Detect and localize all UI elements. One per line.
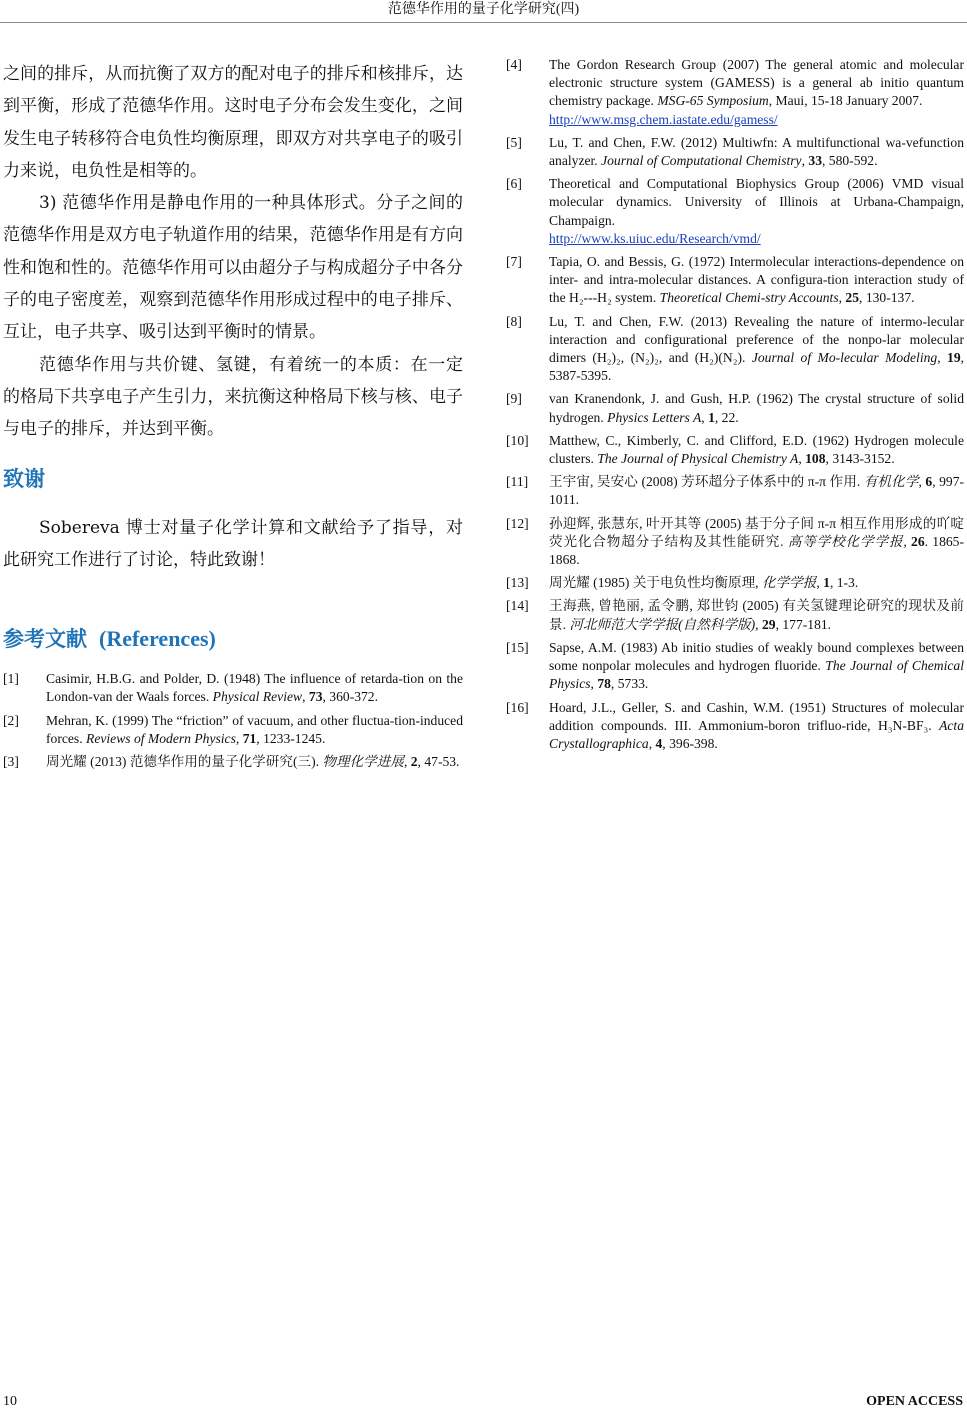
reference-segment: ,	[755, 616, 762, 632]
reference-segment: , 130-137.	[859, 290, 915, 306]
reference-item	[506, 432, 964, 468]
volume: 6	[925, 474, 933, 490]
volume: 19	[947, 350, 961, 366]
reference-segment: ,	[590, 676, 598, 692]
reference-segment: Theoretical and Computational Biophysics Group (2006) VMD visual molecular dynamics. University of Illinois at Urbana-Champaign, Champaign.	[549, 176, 964, 228]
paragraph: 3) 范德华作用是静电作用的一种具体形式。分子之间的范德华作用是双方电子轨道作用的结果，范德华作用是有方向性和饱和性的。范德华作用可以由超分子与构成超分子中各分子的电子密度差，观察到范德华作用形成过程中的电子排斥、互让，电子共享、吸引达到平衡时的情景。	[3, 193, 463, 343]
reference-segment: ,	[838, 290, 846, 306]
journal-name: MSG-65 Symposium	[657, 93, 769, 109]
reference-segment: , 580-592.	[821, 153, 878, 169]
reference-text	[549, 597, 964, 633]
reference-item	[506, 597, 964, 633]
references-heading-zh: 参考文献	[3, 627, 87, 652]
journal-name: The Journal of Chemical Physics	[549, 658, 965, 692]
reference-text	[46, 712, 463, 748]
reference-item	[506, 56, 964, 129]
reference-segment: 王宇宙, 吴安心 (2008) 芳环超分子体系中的 π-π 作用.	[549, 474, 864, 490]
reference-segment: , 47-53.	[417, 753, 460, 769]
reference-text	[549, 473, 964, 509]
reference-item	[3, 753, 463, 771]
reference-number: [10]	[506, 432, 529, 448]
reference-segment: , 5733.	[610, 676, 649, 692]
left-column	[3, 58, 463, 776]
volume: 1	[823, 575, 830, 591]
reference-text	[549, 390, 964, 426]
journal-name: Journal of Computational Chemistry	[601, 153, 802, 169]
reference-number: [14]	[506, 598, 529, 614]
reference-item	[506, 639, 964, 694]
reference-link[interactable]: http://www.ks.uiuc.edu/Research/vmd/	[549, 230, 761, 246]
reference-list-right	[506, 56, 964, 753]
reference-segment: van Kranendonk, J. and Gush, H.P. (1962) The crystal structure of solid hydrogen.	[549, 391, 964, 425]
journal-name: Physics Letters A	[607, 409, 702, 425]
reference-number: [7]	[506, 254, 522, 270]
reference-text	[549, 175, 964, 248]
reference-number: [11]	[506, 474, 529, 490]
reference-segment: ,	[403, 753, 411, 769]
reference-segment: ,	[816, 575, 824, 591]
reference-segment: Tapia, O. and Bessis, G. (1972) Intermolecular interactions-dependence on inter- and intra-molecular distances. A configura-tion interaction study of the H₂---H₂ system.	[549, 254, 964, 306]
reference-item	[3, 712, 463, 748]
reference-segment: Lu, T. and Chen, F.W. (2013) Revealing the nature of intermo-lecular interaction and configurational preference of the nonpo-lar molecular dimers (H₂)₂, (N₂)₂, and (H₂)(N₂).	[549, 313, 964, 366]
reference-segment: ,	[937, 350, 948, 366]
reference-number: [9]	[506, 391, 522, 407]
reference-segment: Hoard, J.L., Geller, S. and Cashin, W.M. (1951) Structures of molecular addition compounds. III. Ammonium-boron trifluo-ride, H₃N-BF₃.	[549, 699, 964, 733]
reference-item	[506, 313, 964, 386]
reference-number: [5]	[506, 134, 522, 150]
volume: 26	[911, 533, 925, 549]
reference-segment: ,	[903, 533, 912, 549]
reference-segment: , 3143-3152.	[825, 451, 895, 467]
reference-segment: . 1865-1868.	[549, 533, 965, 568]
reference-text	[549, 699, 964, 754]
reference-segment: ,	[701, 409, 709, 425]
reference-segment: Matthew, C., Kimberly, C. and Clifford, E.D. (1962) Hydrogen molecule clusters.	[549, 432, 964, 467]
journal-name: The Journal of Physical Chemistry A	[597, 451, 799, 467]
open-access-label: OPEN ACCESS	[866, 1394, 963, 1409]
journal-name: Acta Crystallographica	[549, 717, 964, 751]
volume: 78	[597, 676, 611, 692]
volume: 108	[805, 451, 826, 467]
reference-number: [3]	[3, 753, 19, 769]
reference-item	[3, 670, 463, 706]
reference-number: [1]	[3, 671, 19, 687]
reference-number: [12]	[506, 515, 529, 531]
journal-name: 化学学报	[761, 575, 817, 591]
volume: 73	[308, 689, 323, 705]
reference-text	[46, 753, 463, 771]
reference-text	[549, 56, 964, 129]
reference-segment: Casimir, H.B.G. and Polder, D. (1948) The influence of retarda-tion on the London-van der Waals forces.	[46, 671, 463, 705]
reference-segment: , 1233-1245.	[256, 730, 326, 746]
reference-number: [6]	[506, 176, 522, 192]
reference-number: [8]	[506, 313, 522, 329]
right-column	[506, 56, 964, 758]
journal-name: 物理化学进展	[322, 753, 404, 769]
reference-text	[549, 639, 964, 694]
reference-text	[549, 515, 964, 570]
volume: 71	[242, 730, 257, 746]
reference-segment: ,	[918, 474, 926, 490]
header-rule	[0, 22, 967, 23]
ack-heading	[3, 464, 463, 494]
reference-text	[549, 574, 964, 592]
reference-segment: ,	[302, 689, 309, 705]
paragraph: 范德华作用与共价键、氢键，有着统一的本质：在一定的格局下共享电子产生引力，来抗衡这种格局下核与核、电子与电子的排斥，并达到平衡。	[3, 354, 463, 440]
reference-segment: ,	[798, 451, 806, 467]
references-heading	[3, 624, 463, 654]
reference-segment: 周光耀 (1985) 关于电负性均衡原理,	[549, 575, 762, 591]
reference-segment: ,	[648, 735, 656, 751]
reference-segment: , 22.	[714, 409, 739, 425]
reference-number: [2]	[3, 712, 19, 728]
reference-number: [4]	[506, 57, 522, 72]
volume: 25	[845, 290, 860, 306]
reference-segment: 王海燕, 曾艳丽, 孟令鹏, 郑世钧 (2005) 有关氢键理论研究的现状及前景.	[549, 598, 964, 632]
ack-heading-text: 致谢	[3, 466, 45, 491]
reference-number: [13]	[506, 575, 529, 591]
reference-segment: Mehran, K. (1999) The “friction” of vacuum, and other fluctua-tion-induced forces.	[46, 712, 463, 746]
journal-name: 高等学校化学学报	[787, 533, 904, 549]
reference-number: [16]	[506, 699, 529, 715]
reference-list-left	[3, 670, 463, 771]
volume: 33	[808, 153, 822, 169]
reference-link[interactable]: http://www.msg.chem.iastate.edu/gamess/	[549, 111, 778, 127]
reference-segment: , 997-1011.	[549, 474, 965, 508]
reference-segment: ,	[801, 153, 809, 169]
reference-segment: , 360-372.	[322, 689, 379, 705]
paragraph: 之间的排斥，从而抗衡了双方的配对电子的排斥和核排斥，达到平衡，形成了范德华作用。这时电子分布会发生变化，之间发生电子转移符合电负性均衡原理，即双方对共享电子的吸引力来说，电负性是相等的。	[3, 64, 463, 181]
reference-segment: 周光耀 (2013) 范德华作用的量子化学研究(三).	[46, 753, 323, 769]
reference-item	[506, 574, 964, 592]
volume: 4	[655, 735, 663, 751]
body-text	[3, 58, 463, 446]
reference-segment: 孙迎辉, 张慧东, 叶开其等 (2005) 基于分子间 π-π 相互作用形成的吖啶荧光化合物超分子结构及其性能研究.	[549, 515, 964, 549]
reference-item	[506, 253, 964, 308]
journal-name: 有机化学	[863, 474, 919, 490]
reference-item	[506, 473, 964, 509]
reference-text	[46, 670, 463, 706]
ack-text: Sobereva 博士对量子化学计算和文献给予了指导，对此研究工作进行了讨论，特此致谢！	[3, 517, 463, 570]
reference-item	[506, 390, 964, 426]
journal-name: Theoretical Chemi-stry Accounts	[659, 290, 839, 306]
reference-text	[549, 134, 964, 170]
reference-text	[549, 432, 964, 468]
journal-name: 河北师范大学学报(自然科学版)	[569, 616, 756, 632]
volume: 1	[708, 409, 715, 425]
volume: 29	[761, 616, 776, 632]
reference-segment: Sapse, A.M. (1983) Ab initio studies of weakly bound complexes between some nonpolar molecules and hydrogen fluoride.	[549, 639, 964, 674]
running-header: 范德华作用的量子化学研究(四)	[387, 2, 580, 17]
reference-item	[506, 175, 964, 248]
reference-segment: ,	[235, 730, 243, 746]
reference-item	[506, 134, 964, 170]
journal-name: Physical Review	[212, 689, 303, 705]
journal-name: Reviews of Modern Physics	[86, 730, 236, 746]
reference-item	[506, 515, 964, 570]
reference-text	[549, 253, 964, 308]
volume: 2	[410, 753, 418, 769]
reference-number: [15]	[506, 639, 529, 655]
reference-segment: , 396-398.	[662, 735, 718, 751]
journal-name: Journal of Mo-lecular Modeling	[751, 350, 938, 366]
reference-item	[506, 699, 964, 754]
reference-text	[549, 313, 964, 386]
references-heading-en: (References)	[99, 626, 216, 652]
reference-segment: , 1-3.	[829, 575, 859, 591]
page-number: 10	[3, 1394, 17, 1409]
reference-segment: The Gordon Research Group (2007) The general atomic and molecular electronic structure system (GAMESS) is a general ab initio quantum chemistry package.	[549, 57, 964, 109]
reference-segment: , 177-181.	[775, 616, 832, 632]
reference-segment: Lu, T. and Chen, F.W. (2012) Multiwfn: A multifunctional wa-vefunction analyzer.	[549, 134, 964, 169]
reference-segment: , Maui, 15-18 January 2007.	[768, 93, 923, 109]
ack-section	[3, 512, 463, 577]
reference-segment: , 5387-5395.	[549, 350, 965, 384]
